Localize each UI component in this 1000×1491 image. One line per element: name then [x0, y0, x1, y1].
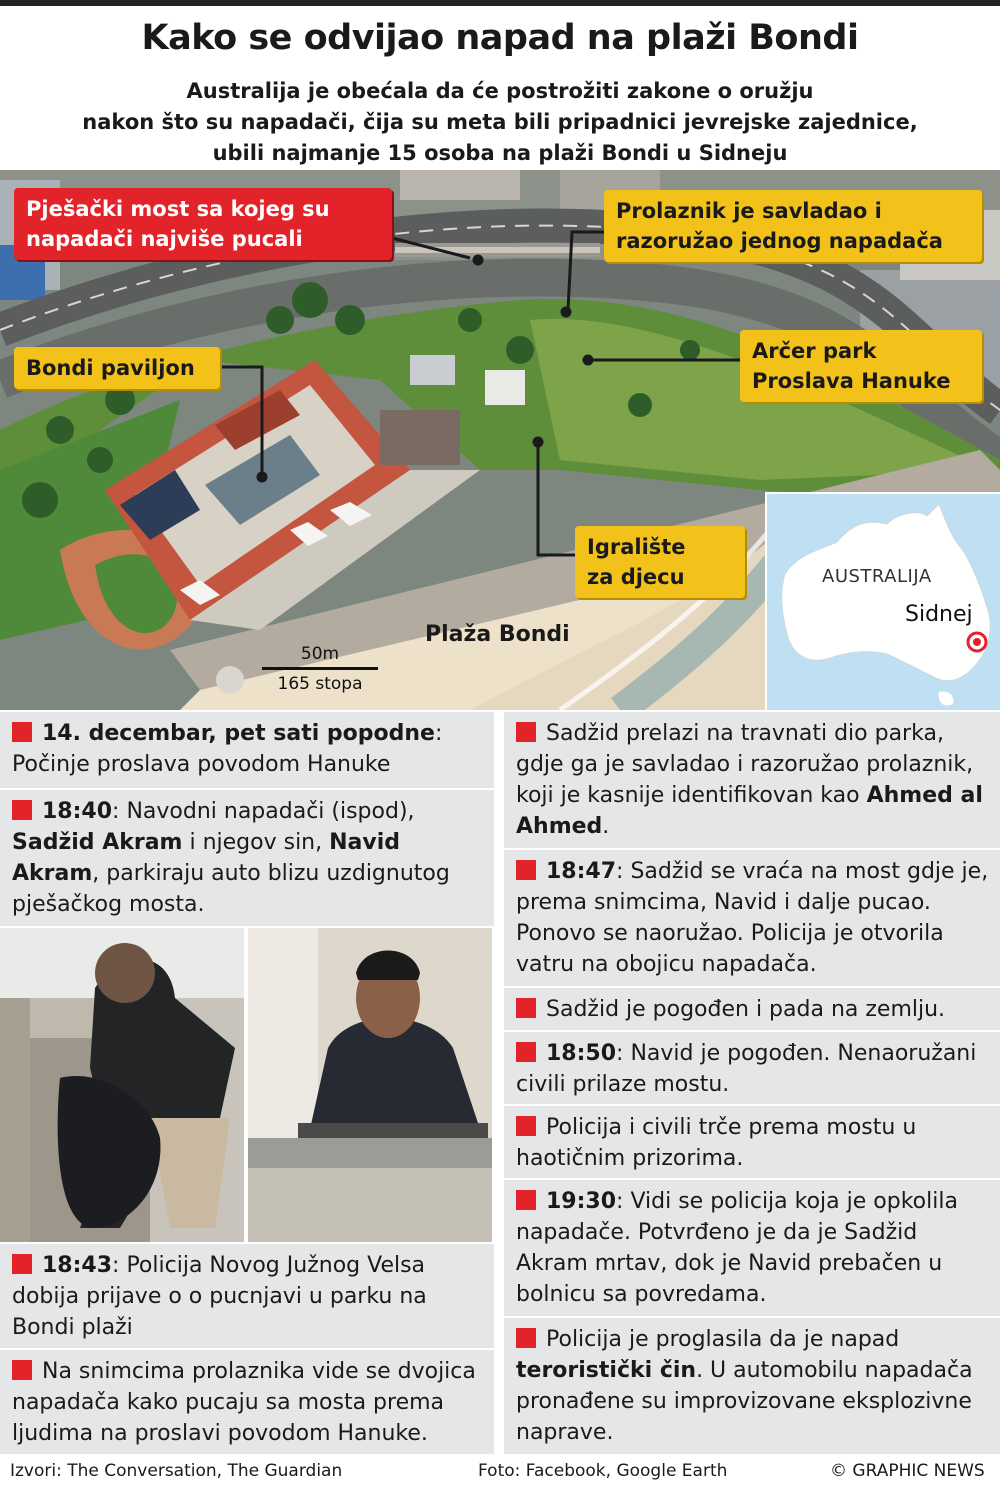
scale-imperial: 165 stopa — [277, 674, 363, 694]
entry-sep: : — [112, 1253, 120, 1278]
suspect-photos — [0, 928, 492, 1242]
callout-line: Bondi paviljon — [26, 356, 195, 380]
callout-pavilion — [14, 347, 220, 389]
page-title: Kako se odvijao napad na plaži Bondi — [141, 18, 859, 58]
footer-photo-credit: Foto: Facebook, Google Earth — [478, 1461, 728, 1481]
callout-line: Proslava Hanuke — [752, 369, 951, 393]
timeline-entry — [0, 712, 494, 788]
entry-sep: : — [616, 1189, 624, 1214]
timeline-entry — [504, 1180, 1000, 1316]
entry-name: Sadžid Akram — [12, 830, 183, 855]
callout-line: Igralište — [587, 535, 686, 559]
photo-sajid-drawing — [0, 928, 244, 1242]
entry-text: i njegov sin, — [189, 830, 323, 855]
entry-text: Sadžid se vraća na most gdje je, prema snimcima, Navid i dalje pucao. Ponovo se naoružao. Policija je otvorila vatru na obojicu napadača. — [516, 859, 989, 977]
entry-text: Policija i civili trče prema mostu u haotičnim prizorima. — [516, 1115, 917, 1171]
bullet-square — [516, 860, 536, 880]
scale-metric: 50m — [300, 644, 340, 664]
entry-time: 18:43 — [42, 1253, 113, 1278]
photo-naveed-akram — [248, 928, 492, 1242]
bullet-square — [516, 998, 536, 1018]
callout-line: napadači najviše pucali — [26, 227, 303, 251]
photo-naveed-drawing — [248, 928, 492, 1242]
entry-text: Policija Novog Južnog Velsa dobija prijave o o pucnjavi u parku na Bondi plaži — [12, 1253, 427, 1340]
entry-time: 19:30 — [546, 1189, 617, 1214]
entry-text: . U automobilu napadača pronađene su improvizovane eksplozivne naprave. — [516, 1358, 973, 1445]
australia-locator-map — [765, 492, 1000, 710]
callout-line: Prolaznik je savladao i — [616, 199, 882, 223]
entry-time: 18:47 — [546, 859, 617, 884]
entry-sep: : — [112, 799, 120, 824]
entry-text: Navid je pogođen. Nenaoružani civili prilaze mostu. — [516, 1041, 977, 1097]
entry-text: Sadžid prelazi na travnati dio parka, gdje ga je savladao i razoružao prolaznik, koji je kasnije identifikovan kao — [516, 721, 974, 808]
callout-bystander — [604, 190, 982, 262]
subtitle-line: ubili najmanje 15 osoba na plaži Bondi u Sidneju — [212, 141, 788, 165]
entry-time: 18:50 — [546, 1041, 617, 1066]
callout-line: Arčer park — [752, 339, 877, 363]
entry-text: Na snimcima prolaznika vide se dvojica napadača kako pucaju sa mosta prema ljudima na proslavi povodom Hanuke. — [12, 1359, 476, 1446]
entry-name: Ahmed al Ahmed — [516, 783, 983, 839]
inset-city-label: Sidnej — [905, 602, 973, 627]
callout-line: Pješački most sa kojeg su — [26, 197, 330, 221]
photo-sajid-akram — [0, 928, 244, 1242]
inset-country-label: AUSTRALIJA — [822, 566, 932, 587]
subtitle-line: Australija je obećala da će postrožiti zakone o oružju — [186, 79, 814, 103]
entry-sep: : — [616, 859, 624, 884]
bullet-square — [12, 722, 32, 742]
scale-bar — [262, 644, 378, 694]
entry-text: , parkiraju auto blizu uzdignutog pješačkog mosta. — [12, 861, 450, 917]
timeline-entry — [504, 1032, 1000, 1104]
subtitle-line: nakon što su napadači, čija su meta bili pripadnici jevrejske zajednice, — [82, 110, 918, 134]
entry-sep: : — [616, 1041, 624, 1066]
page-subtitle — [60, 76, 940, 169]
timeline-entry — [504, 1318, 1000, 1454]
entry-time: 18:40 — [42, 799, 113, 824]
callout-park — [740, 330, 982, 402]
callout-line: razoružao jednog napadača — [616, 229, 943, 253]
timeline-entry — [504, 988, 1000, 1030]
entry-text: . — [602, 814, 610, 839]
scale-line — [262, 667, 378, 670]
callout-footbridge — [14, 188, 392, 260]
timeline-entry — [504, 850, 1000, 986]
entry-text: Policija je proglasila da je napad — [546, 1327, 900, 1352]
bullet-square — [12, 1360, 32, 1380]
aerial-map — [0, 170, 1000, 710]
entry-name: teroristički čin — [516, 1358, 697, 1383]
bullet-square — [12, 1254, 32, 1274]
bullet-square — [516, 1116, 536, 1136]
bullet-square — [516, 1042, 536, 1062]
footer-copyright: © GRAPHIC NEWS — [830, 1461, 985, 1481]
timeline-entry — [0, 1244, 494, 1348]
timeline-entry — [0, 790, 494, 926]
timeline-entry — [504, 712, 1000, 848]
entry-name: Navid Akram — [12, 830, 401, 886]
footer-sources: Izvori: The Conversation, The Guardian — [10, 1461, 343, 1481]
top-rule — [0, 0, 1000, 6]
entry-text: Vidi se policija koja je opkolila napadače. Potvrđeno je da je Sadžid Akram mrtav, dok je Navid prebačen u bolnicu sa povredama. — [516, 1189, 958, 1307]
bullet-square — [516, 722, 536, 742]
beach-label: Plaža Bondi — [425, 622, 570, 647]
entry-sep: : — [434, 721, 443, 746]
entry-time: 14. decembar, pet sati popodne — [42, 721, 435, 746]
entry-text: Sadžid je pogođen i pada na zemlju. — [546, 997, 946, 1022]
callout-line: za djecu — [587, 565, 685, 589]
timeline-entry — [504, 1106, 1000, 1178]
timeline-entry — [0, 1350, 494, 1454]
bullet-square — [516, 1328, 536, 1348]
entry-text: Navodni napadači (ispod), — [126, 799, 415, 824]
entry-text: Počinje proslava povodom Hanuke — [12, 752, 391, 777]
callout-playground — [575, 526, 745, 598]
bullet-square — [516, 1190, 536, 1210]
bullet-square — [12, 800, 32, 820]
